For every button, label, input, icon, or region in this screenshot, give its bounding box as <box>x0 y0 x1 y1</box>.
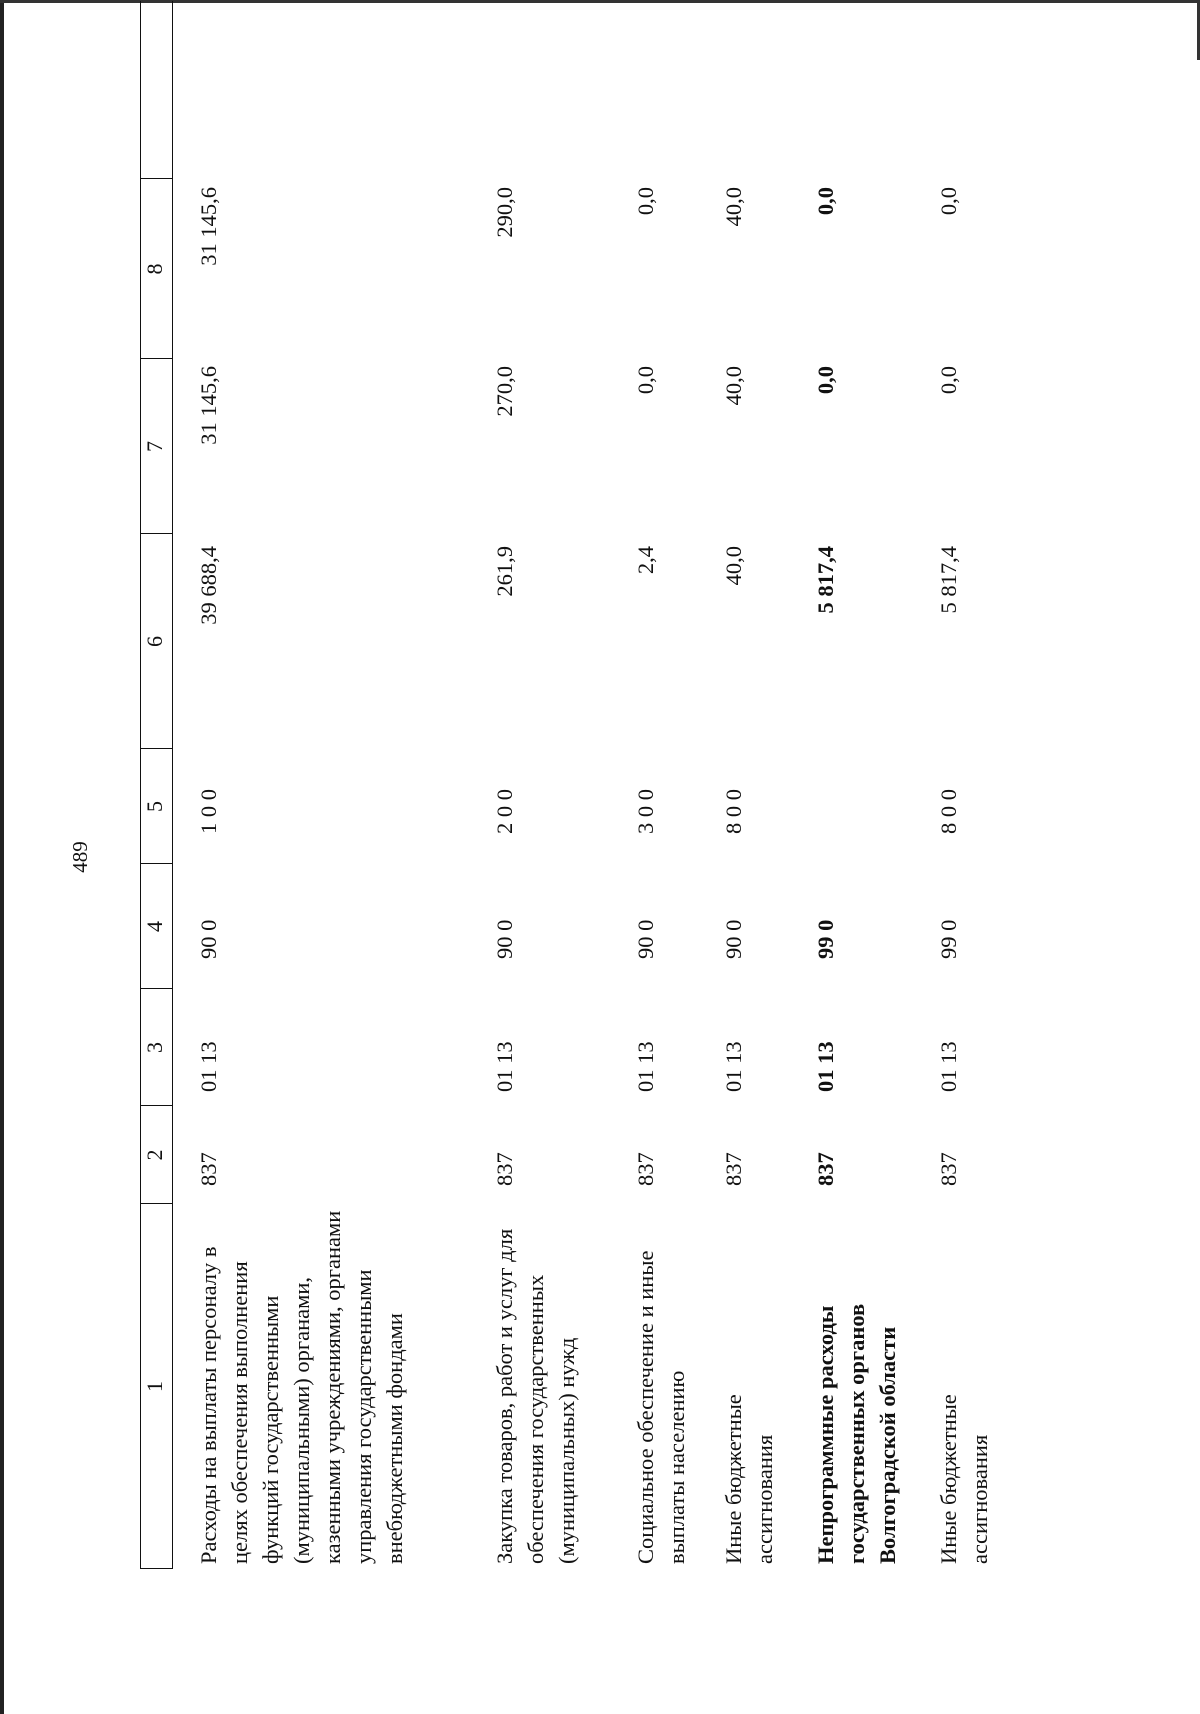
column-header-7: 7 <box>142 441 167 452</box>
row-value-8: 0,0 <box>633 187 658 216</box>
row-section: 01 13 <box>813 1041 838 1092</box>
row-name: Непрограммные расходы государственных органов Волгоградской области <box>813 1303 900 1564</box>
row-code: 837 <box>492 1152 517 1186</box>
row-section: 01 13 <box>936 1041 961 1092</box>
row-value-7: 0,0 <box>936 366 961 395</box>
row-expense-type: 2 0 0 <box>492 789 517 834</box>
page-number: 489 <box>68 841 92 873</box>
row-section: 01 13 <box>633 1041 658 1092</box>
row-code: 837 <box>813 1152 838 1186</box>
row-value-6: 5 817,4 <box>936 546 961 614</box>
row-section: 01 13 <box>492 1041 517 1092</box>
row-value-6: 40,0 <box>721 546 746 586</box>
header-bottom-border <box>172 1 173 1569</box>
column-header-3: 3 <box>142 1042 167 1053</box>
row-name: Социальное обеспечение и иные выплаты населению <box>633 1250 689 1564</box>
row-value-6: 5 817,4 <box>813 546 838 614</box>
row-expense-type: 3 0 0 <box>633 789 658 834</box>
row-value-7: 270,0 <box>492 366 517 417</box>
row-name: Расходы на выплаты персоналу в целях обеспечения выполнения функций государственными (муниципальными) органами, казенными учреждениями, органами управления государственными внебюджетными фондами <box>196 1210 407 1564</box>
column-header-1: 1 <box>142 1381 167 1392</box>
row-code: 837 <box>196 1152 221 1186</box>
row-value-6: 39 688,4 <box>196 546 221 625</box>
column-header-8: 8 <box>142 263 167 275</box>
row-code: 837 <box>721 1152 746 1186</box>
row-code: 837 <box>936 1152 961 1186</box>
row-program: 99 0 <box>813 919 838 959</box>
row-value-8: 40,0 <box>721 187 746 227</box>
row-value-7: 0,0 <box>633 366 658 395</box>
row-name: Иные бюджетные ассигнования <box>936 1394 992 1564</box>
row-value-8: 290,0 <box>492 187 517 238</box>
row-program: 90 0 <box>196 919 221 959</box>
row-value-8: 0,0 <box>813 187 838 216</box>
row-value-6: 261,9 <box>492 546 517 597</box>
row-value-7: 0,0 <box>813 366 838 395</box>
row-section: 01 13 <box>721 1041 746 1092</box>
column-header-5: 5 <box>142 801 167 812</box>
row-value-8: 31 145,6 <box>196 187 221 266</box>
row-name: Иные бюджетные ассигнования <box>721 1394 777 1564</box>
row-program: 99 0 <box>936 919 961 959</box>
column-header-6: 6 <box>142 636 167 647</box>
row-name: Закупка товаров, работ и услуг для обеспечения государственных (муниципальных) нужд <box>492 1228 579 1564</box>
row-section: 01 13 <box>196 1041 221 1092</box>
row-code: 837 <box>633 1152 658 1186</box>
row-expense-type: 8 0 0 <box>936 789 961 834</box>
row-expense-type: 8 0 0 <box>721 789 746 834</box>
row-value-7: 31 145,6 <box>196 366 221 445</box>
row-value-7: 40,0 <box>721 366 746 406</box>
row-program: 90 0 <box>721 919 746 959</box>
row-value-8: 0,0 <box>936 187 961 216</box>
column-header-4: 4 <box>142 921 167 932</box>
row-value-6: 2,4 <box>633 546 658 575</box>
row-program: 90 0 <box>633 919 658 959</box>
row-expense-type: 1 0 0 <box>196 789 221 834</box>
column-header-2: 2 <box>142 1149 167 1161</box>
row-program: 90 0 <box>492 919 517 959</box>
